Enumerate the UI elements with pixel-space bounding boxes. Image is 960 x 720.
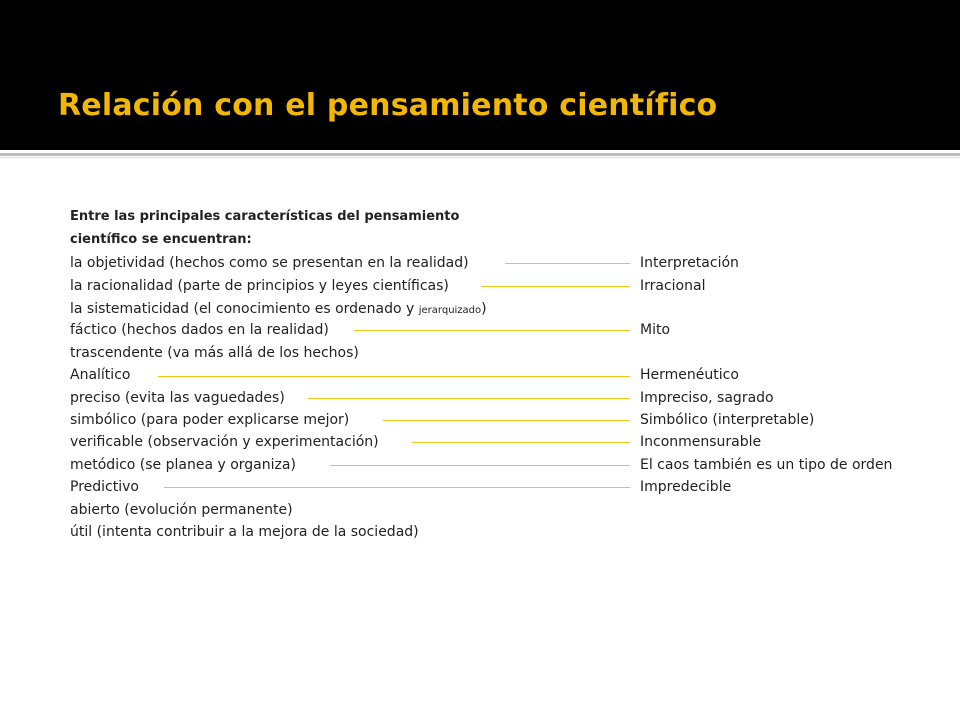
list-item-sistematicidad-small: jerarquizado — [418, 305, 482, 316]
opposite-irracional: Irracional — [640, 278, 706, 294]
list-item-abierto: abierto (evolución permanente) — [70, 502, 293, 518]
divider-rule — [0, 153, 960, 156]
list-item-racionalidad: la racionalidad (parte de principios y leyes científicas) — [70, 278, 449, 294]
list-item-objetividad: la objetividad (hechos como se presentan en la realidad) — [70, 255, 469, 271]
connector-line — [308, 398, 630, 399]
intro-line-2: científico se encuentran: — [70, 232, 252, 247]
opposite-impredecible: Impredecible — [640, 479, 732, 495]
opposite-impreciso: Impreciso, sagrado — [640, 390, 774, 406]
connector-line — [330, 465, 630, 466]
opposite-simbolico: Simbólico (interpretable) — [640, 412, 815, 428]
list-item-factico: fáctico (hechos dados en la realidad) — [70, 322, 329, 338]
opposite-inconmensurable: Inconmensurable — [640, 434, 762, 450]
intro-line-1: Entre las principales características del pensamiento — [70, 209, 460, 224]
list-item-trascendente: trascendente (va más allá de los hechos) — [70, 345, 359, 361]
title-band — [0, 0, 960, 150]
list-item-metodico: metódico (se planea y organiza) — [70, 457, 296, 473]
connector-line — [412, 442, 630, 443]
slide-title: Relación con el pensamiento científico — [58, 88, 718, 123]
connector-line — [354, 330, 630, 331]
list-item-util: útil (intenta contribuir a la mejora de la sociedad) — [70, 524, 419, 540]
connector-line — [383, 420, 630, 421]
divider-rule-thin — [0, 157, 960, 158]
list-item-preciso: preciso (evita las vaguedades) — [70, 390, 285, 406]
list-item-sistematicidad — [70, 300, 487, 320]
list-item-analitico: Analítico — [70, 367, 131, 383]
connector-line — [505, 263, 630, 264]
connector-line — [164, 487, 630, 488]
opposite-hermeneutico: Hermenéutico — [640, 367, 739, 383]
connector-line — [481, 286, 630, 287]
list-item-sistematicidad-close: ) — [481, 301, 487, 317]
list-item-predictivo: Predictivo — [70, 479, 139, 495]
opposite-interpretacion: Interpretación — [640, 255, 739, 271]
list-item-sistematicidad-text: la sistematicidad (el conocimiento es ordenado y — [70, 301, 419, 317]
list-item-verificable: verificable (observación y experimentación) — [70, 434, 379, 450]
connector-line — [158, 376, 630, 377]
list-item-simbolico: simbólico (para poder explicarse mejor) — [70, 412, 350, 428]
opposite-mito: Mito — [640, 322, 671, 338]
opposite-caos: El caos también es un tipo de orden — [640, 457, 893, 473]
